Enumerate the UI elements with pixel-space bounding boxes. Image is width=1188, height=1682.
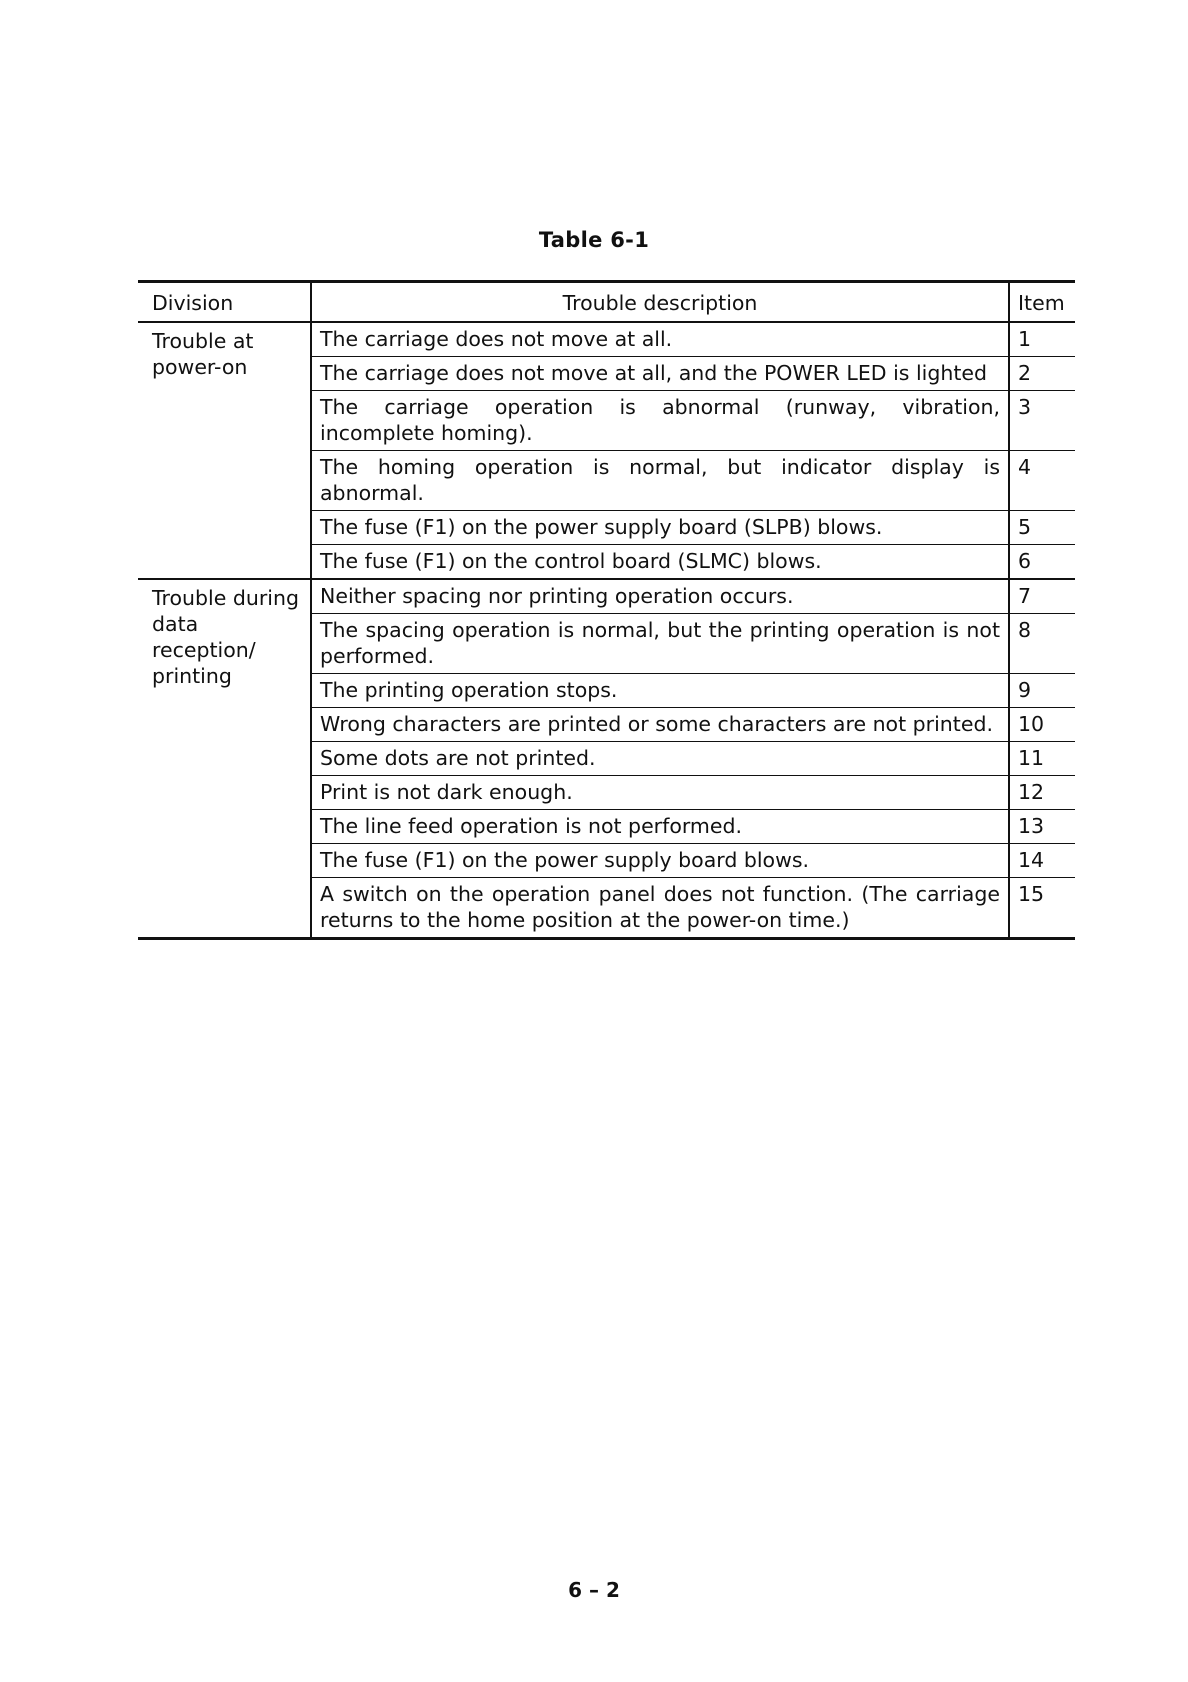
item-number: 15 — [1009, 878, 1075, 939]
trouble-description: The carriage operation is abnormal (runway, vibration, incomplete homing). — [311, 391, 1009, 451]
item-number: 12 — [1009, 776, 1075, 810]
trouble-description: Wrong characters are printed or some characters are not printed. — [311, 708, 1009, 742]
table-body — [138, 322, 1075, 939]
item-number: 6 — [1009, 545, 1075, 580]
header-item: Item — [1009, 282, 1075, 323]
trouble-description: The homing operation is normal, but indicator display is abnormal. — [311, 451, 1009, 511]
item-number: 5 — [1009, 511, 1075, 545]
trouble-description: Some dots are not printed. — [311, 742, 1009, 776]
table-title: Table 6-1 — [538, 228, 650, 252]
item-number: 2 — [1009, 357, 1075, 391]
item-number: 14 — [1009, 844, 1075, 878]
trouble-description: The fuse (F1) on the power supply board blows. — [311, 844, 1009, 878]
trouble-description: The spacing operation is normal, but the printing operation is not performed. — [311, 614, 1009, 674]
item-number: 10 — [1009, 708, 1075, 742]
division-power-on: Trouble at power-on — [138, 322, 311, 579]
item-number: 13 — [1009, 810, 1075, 844]
item-number: 9 — [1009, 674, 1075, 708]
item-number: 7 — [1009, 579, 1075, 614]
trouble-description: The fuse (F1) on the power supply board (SLPB) blows. — [311, 511, 1009, 545]
header-division: Division — [138, 282, 311, 323]
table-row — [138, 322, 1075, 357]
trouble-description: The line feed operation is not performed. — [311, 810, 1009, 844]
item-number: 11 — [1009, 742, 1075, 776]
trouble-description: The carriage does not move at all. — [311, 322, 1009, 357]
header-description: Trouble description — [311, 282, 1009, 323]
header-row — [138, 282, 1075, 323]
trouble-description: The fuse (F1) on the control board (SLMC) blows. — [311, 545, 1009, 580]
division-data-reception: Trouble during data reception/ printing — [138, 579, 311, 939]
table-row — [138, 579, 1075, 614]
page-number: 6 – 2 — [568, 1578, 620, 1602]
item-number: 8 — [1009, 614, 1075, 674]
trouble-description: The carriage does not move at all, and the POWER LED is lighted — [311, 357, 1009, 391]
trouble-table — [138, 280, 1075, 940]
trouble-description: Neither spacing nor printing operation occurs. — [311, 579, 1009, 614]
trouble-description: The printing operation stops. — [311, 674, 1009, 708]
table-header — [138, 282, 1075, 323]
trouble-description: A switch on the operation panel does not function. (The carriage returns to the home position at the power-on time.) — [311, 878, 1009, 939]
item-number: 1 — [1009, 322, 1075, 357]
item-number: 3 — [1009, 391, 1075, 451]
trouble-description: Print is not dark enough. — [311, 776, 1009, 810]
item-number: 4 — [1009, 451, 1075, 511]
